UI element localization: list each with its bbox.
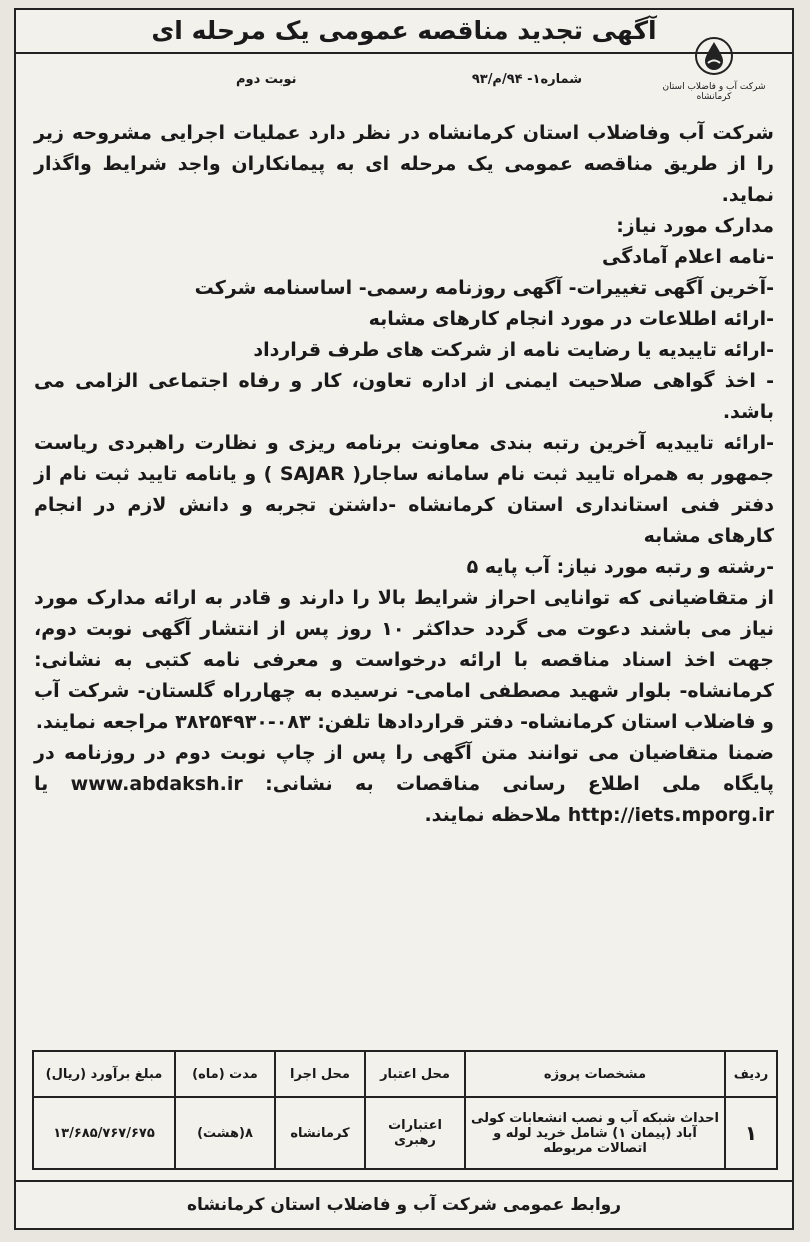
doc-item: -آخرین آگهی تغییرات- آگهی روزنامه رسمی- اساسنامه شرکت — [194, 277, 774, 299]
cell-duration: ۸(هشت) — [175, 1097, 275, 1169]
water-drop-logo-icon — [694, 36, 734, 76]
cell-credit: اعتبارات رهبری — [365, 1097, 465, 1169]
docs-heading: مدارک مورد نیاز: — [616, 215, 774, 237]
notice-body — [34, 118, 774, 831]
col-header-credit: محل اعتبار — [365, 1051, 465, 1097]
col-header-duration: مدت (ماه) — [175, 1051, 275, 1097]
col-header-project: مشخصات پروژه — [465, 1051, 725, 1097]
table-row — [33, 1097, 777, 1169]
cell-row-number: ۱ — [725, 1097, 777, 1169]
doc-item: -ارائه تاییدیه آخرین رتبه بندی معاونت برنامه ریزی و نظارت راهبردی ریاست جمهور به همراه تایید ثبت نام سامانه ساجار( SAJAR ) و یانامه تایید ثبت نام از دفتر فنی استانداری استان کرمانشاه -داشتن تجربه و دانش لازم در انجام کارهای مشابه — [34, 432, 774, 547]
online-prefix: ضمنا متقاضیان می توانند متن آگهی را پس از چاپ نوبت دوم در روزنامه در پایگاه ملی اطلاع رسانی مناقصات به نشانی: — [34, 742, 775, 795]
doc-item: -ارائه تاییدیه یا رضایت نامه از شرکت های طرف قرارداد — [253, 339, 774, 361]
notice-frame — [14, 8, 794, 1230]
cell-amount: ۱۳/۶۸۵/۷۶۷/۶۷۵ — [33, 1097, 175, 1169]
intro-paragraph: شرکت آب وفاضلاب استان کرمانشاه در نظر دارد عملیات اجرایی مشروحه زیر را از طریق مناقصه عمومی یک مرحله ای به پیمانکاران واجد شرایط واگذار نماید. — [34, 122, 774, 206]
table-header-row — [33, 1051, 777, 1097]
doc-item: -نامه اعلام آمادگی — [602, 246, 774, 268]
or-word: یا — [34, 773, 49, 795]
url-link-1[interactable]: www.abdaksh.ir — [70, 773, 243, 795]
cell-project: احداث شبکه آب و نصب انشعابات کولی آباد (پیمان ۱) شامل خرید لوله و اتصالات مربوطه — [465, 1097, 725, 1169]
notice-round: نوبت دوم — [236, 72, 297, 87]
doc-item: -رشته و رتبه مورد نیاز: آب پایه ۵ — [466, 556, 774, 578]
col-header-row-number: ردیف — [725, 1051, 777, 1097]
col-header-location: محل اجرا — [275, 1051, 365, 1097]
notice-meta — [16, 72, 792, 96]
logo-text: شرکت آب و فاضلاب استان کرمانشاه — [662, 82, 766, 102]
cell-location: کرمانشاه — [275, 1097, 365, 1169]
col-header-amount: مبلغ برآورد (ریال) — [33, 1051, 175, 1097]
notice-number: شماره۱- ۹۴/م/۹۳ — [471, 72, 582, 87]
page-title: آگهی تجدید مناقصه عمومی یک مرحله ای — [151, 16, 657, 45]
footer: روابط عمومی شرکت آب و فاضلاب استان کرمانشاه — [16, 1180, 792, 1228]
projects-table — [32, 1050, 778, 1170]
doc-item: - اخذ گواهی صلاحیت ایمنی از اداره تعاون، کار و رفاه اجتماعی الزامی می باشد. — [34, 370, 774, 423]
online-paragraph — [34, 738, 774, 831]
online-suffix: ملاحظه نمایند. — [424, 804, 562, 826]
doc-item: -ارائه اطلاعات در مورد انجام کارهای مشابه — [368, 308, 774, 330]
url-link-2[interactable]: http://iets.mporg.ir — [567, 804, 774, 826]
invite-paragraph: از متقاضیانی که توانایی احراز شرایط بالا را دارند و قادر به ارائه مدارک مورد نیاز می باشند دعوت می گردد حداکثر ۱۰ روز پس از انتشار آگهی نوبت دوم، جهت اخذ اسناد مناقصه با ارائه درخواست و معرفی نامه کتبی به نشانی: کرمانشاه- بلوار شهید مصطفی امامی- نرسیده به چهارراه گلستان- شرکت آب و فاضلاب استان کرمانشاه- دفتر قراردادها تلفن: ۰۸۳-۳۸۲۵۴۹۳۰ مراجعه نمایند. — [34, 587, 774, 733]
